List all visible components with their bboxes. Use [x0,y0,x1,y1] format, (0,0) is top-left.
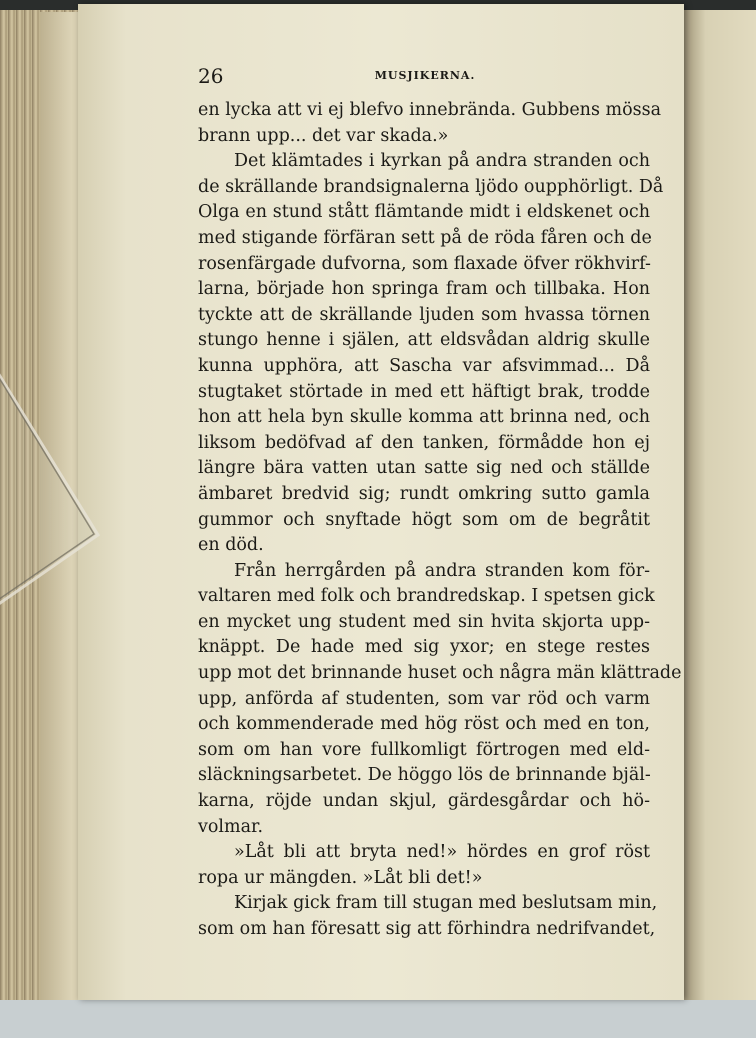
text-line: en död. [198,535,264,556]
text-line: ämbaret bredvid sig; rundt omkring sutto gamla [198,483,650,504]
text-line: hon att hela byn skulle komma att brinna ned, och [198,407,650,428]
page-number: 26 [198,64,224,88]
text-line: brann upp... det var skada.» [198,125,449,146]
text-line: längre bära vatten utan satte sig ned och ställde [198,458,650,479]
text-line: stugtaket störtade in med ett häftigt brak, trodde [198,381,650,402]
text-line: som om han föresatt sig att förhindra nedrifvandet, [198,919,656,939]
scanner-bed [0,1000,756,1038]
text-line: de skrällande brandsignalerna ljödo oupphörligt. Då [198,176,664,197]
text-line: Det klämtades i kyrkan på andra stranden och [234,151,650,172]
text-line: en mycket ung student med sin hvita skjorta upp- [198,611,650,632]
text-line: upp mot det brinnande huset och några män klättrade [198,663,682,684]
text-line: upp, anförda af studenten, som var röd och varm [198,688,650,709]
text-line: liksom bedöfvad af den tanken, förmådde hon ej [198,432,650,453]
text-line: en lycka att vi ej blefvo innebrända. Gubbens mössa [198,100,662,120]
text-line: Kirjak gick fram till stugan med beslutsam min, [234,893,658,914]
text-line: rosenfärgade dufvorna, som flaxade öfver rökhvirf- [198,253,651,274]
running-head: MUSJIKERNA. [374,69,476,82]
text-line: och kommenderade med hög röst och med en ton, [198,714,650,735]
text-line: karna, röjde undan skjul, gärdesgårdar och hö- [198,791,650,812]
text-line: »Låt bli att bryta ned!» hördes en grof röst [234,842,650,863]
text-line: Från herrgården på andra stranden kom för- [234,560,650,581]
text-line: gummor och snyftade högt som om de begråtit [198,509,650,530]
text-line: larna, började hon springa fram och tillbaka. Hon [198,279,650,300]
text-line: stungo henne i själen, att eldsvådan aldrig skulle [198,330,650,351]
text-line: volmar. [198,816,264,837]
text-line: knäppt. De hade med sig yxor; en stege restes [198,637,650,658]
text-line: ropa ur mängden. »Låt bli det!» [198,867,483,888]
page-header [198,64,652,90]
body-text [198,98,682,943]
text-line: valtaren med folk och brandredskap. I spetsen gick [198,586,655,607]
text-line: släckningsarbetet. De höggo lös de brinnande bjäl- [198,765,651,786]
text-line: med stigande förfäran sett på de röda fåren och de [198,227,652,248]
text-line: kunna upphöra, att Sascha var afsvimmad... Då [198,355,650,376]
right-page-gutter [684,10,756,1000]
text-line: Olga en stund stått flämtande midt i eldskenet och [198,202,650,223]
text-line: som om han vore fullkomligt förtrogen med eld- [198,739,650,760]
text-line: tyckte att de skrällande ljuden som hvassa törnen [198,304,650,325]
